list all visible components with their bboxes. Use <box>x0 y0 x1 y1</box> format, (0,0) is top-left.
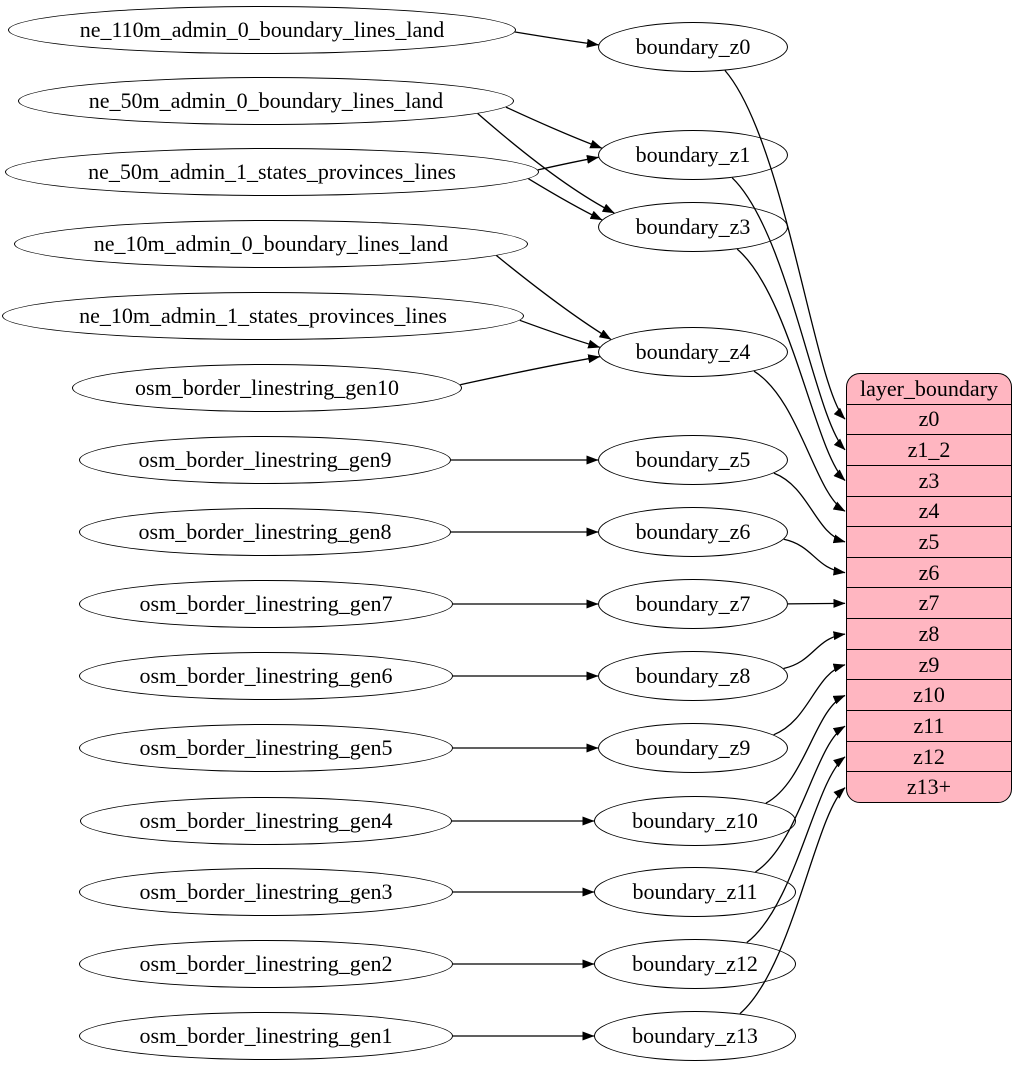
edge-boundary_z7-to-row-z7 <box>788 603 845 604</box>
stage-node-boundary_z6 <box>598 507 788 557</box>
source-node-ne_110m_admin_0_boundary_lines_land <box>8 6 516 54</box>
table-row-z5: z5 <box>847 526 1011 557</box>
node-label: ne_50m_admin_0_boundary_lines_land <box>88 88 444 113</box>
source-node-ne_50m_admin_0_boundary_lines_land <box>18 77 514 125</box>
table-row-z1_2: z1_2 <box>847 434 1011 465</box>
table-row-z3: z3 <box>847 465 1011 496</box>
node-label: osm_border_linestring_gen10 <box>135 375 399 400</box>
edge-ne_10m_admin_1_states_provinces_lines-to-boundary_z4 <box>520 320 600 347</box>
stage-node-boundary_z4 <box>598 327 788 377</box>
node-label: boundary_z3 <box>635 214 751 239</box>
source-node-osm_border_linestring_gen6 <box>79 652 453 700</box>
table-header: layer_boundary <box>859 375 999 401</box>
source-node-osm_border_linestring_gen3 <box>79 868 453 916</box>
stage-node-boundary_z7 <box>598 579 788 629</box>
node-label: ne_10m_admin_1_states_provinces_lines <box>79 303 447 328</box>
table-row-z7: z7 <box>847 587 1011 618</box>
table-row-z10: z10 <box>847 679 1011 710</box>
node-label: boundary_z6 <box>635 519 751 544</box>
table-row-z11: z11 <box>847 710 1011 741</box>
node-label: boundary_z12 <box>632 951 758 976</box>
node-label: osm_border_linestring_gen8 <box>138 519 392 544</box>
edge-boundary_z12-to-row-z12 <box>747 757 845 943</box>
node-label: ne_10m_admin_0_boundary_lines_land <box>93 231 449 256</box>
table-row-z9: z9 <box>847 649 1011 680</box>
node-label: boundary_z7 <box>635 591 751 616</box>
stage-node-boundary_z3 <box>598 202 788 252</box>
source-node-osm_border_linestring_gen4 <box>80 797 452 845</box>
edge-ne_10m_admin_0_boundary_lines_land-to-boundary_z4 <box>496 256 611 340</box>
edge-boundary_z8-to-row-z8 <box>784 634 845 668</box>
source-node-osm_border_linestring_gen8 <box>79 508 451 556</box>
stage-node-boundary_z8 <box>598 651 788 701</box>
table-row-z8: z8 <box>847 618 1011 649</box>
source-node-ne_10m_admin_1_states_provinces_lines <box>2 292 524 340</box>
source-node-osm_border_linestring_gen9 <box>79 436 451 484</box>
stage-node-boundary_z1 <box>598 130 788 180</box>
node-label: osm_border_linestring_gen7 <box>139 591 393 616</box>
node-label: ne_50m_admin_1_states_provinces_lines <box>88 159 456 184</box>
stage-node-boundary_z0 <box>598 22 788 72</box>
edge-boundary_z6-to-row-z6 <box>784 539 845 572</box>
node-label: osm_border_linestring_gen5 <box>139 735 393 760</box>
source-node-osm_border_linestring_gen10 <box>72 364 462 412</box>
node-label: osm_border_linestring_gen1 <box>139 1023 393 1048</box>
node-label: ne_110m_admin_0_boundary_lines_land <box>79 17 445 42</box>
layer-boundary-table <box>846 373 1012 803</box>
node-label: boundary_z1 <box>635 142 751 167</box>
edge-osm_border_linestring_gen10-to-boundary_z4 <box>460 357 600 385</box>
node-label: osm_border_linestring_gen4 <box>139 808 393 833</box>
stage-node-boundary_z11 <box>594 867 796 917</box>
table-row-z4: z4 <box>847 496 1011 527</box>
node-label: boundary_z4 <box>635 339 751 364</box>
table-row-z12: z12 <box>847 741 1011 772</box>
edge-ne_50m_admin_0_boundary_lines_land-to-boundary_z1 <box>506 107 602 148</box>
node-label: osm_border_linestring_gen9 <box>138 447 392 472</box>
edge-ne_110m_admin_0_boundary_lines_land-to-boundary_z0 <box>515 32 598 45</box>
node-label: boundary_z0 <box>635 34 751 59</box>
stage-node-boundary_z13 <box>594 1011 796 1061</box>
source-node-osm_border_linestring_gen1 <box>79 1012 453 1060</box>
stage-node-boundary_z9 <box>598 723 788 773</box>
source-node-osm_border_linestring_gen5 <box>79 724 453 772</box>
stage-node-boundary_z12 <box>594 939 796 989</box>
source-node-osm_border_linestring_gen7 <box>79 580 453 628</box>
node-label: boundary_z9 <box>635 735 751 760</box>
table-row-z13+: z13+ <box>847 771 1011 802</box>
edge-boundary_z4-to-row-z4 <box>754 371 845 511</box>
node-label: boundary_z10 <box>632 808 758 833</box>
table-row-z6: z6 <box>847 557 1011 588</box>
source-node-ne_10m_admin_0_boundary_lines_land <box>14 220 528 268</box>
node-label: boundary_z11 <box>632 879 758 904</box>
source-node-ne_50m_admin_1_states_provinces_lines <box>5 148 539 196</box>
node-label: osm_border_linestring_gen6 <box>139 663 393 688</box>
node-label: osm_border_linestring_gen2 <box>139 951 393 976</box>
stage-node-boundary_z5 <box>598 435 788 485</box>
table-row-z0: z0 <box>847 404 1011 435</box>
node-label: osm_border_linestring_gen3 <box>139 879 393 904</box>
stage-node-boundary_z10 <box>594 796 796 846</box>
edge-ne_50m_admin_1_states_provinces_lines-to-boundary_z1 <box>538 157 599 170</box>
node-label: boundary_z5 <box>635 447 751 472</box>
node-label: boundary_z13 <box>632 1023 758 1048</box>
edge-ne_50m_admin_1_states_provinces_lines-to-boundary_z3 <box>528 179 602 220</box>
source-node-osm_border_linestring_gen2 <box>79 940 453 988</box>
node-label: boundary_z8 <box>635 663 751 688</box>
